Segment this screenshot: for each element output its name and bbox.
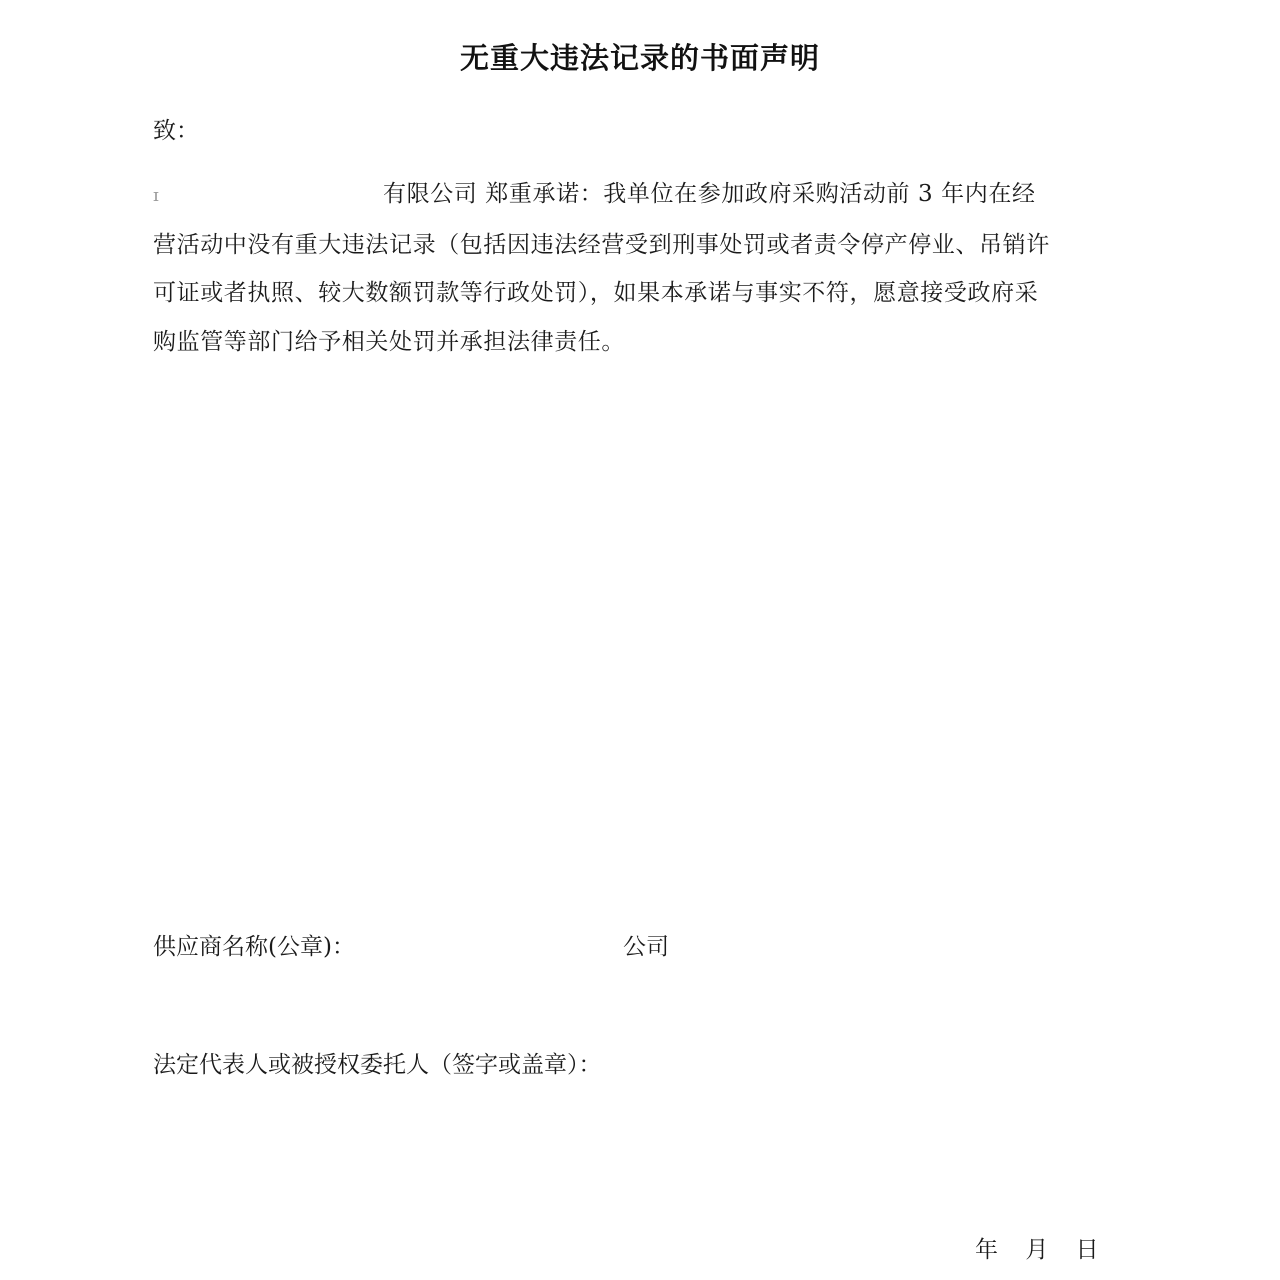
date-month: 月: [1025, 1237, 1049, 1263]
supplier-name-row: [153, 928, 669, 961]
date-day: 日: [1075, 1237, 1099, 1263]
declaration-body: [153, 170, 1113, 366]
body-line-1: ɪ 有限公司 郑重承诺：我单位在参加政府采购活动前 3 年内在经: [153, 170, 1113, 221]
legal-representative-label: 法定代表人或被授权委托人（签字或盖章）：: [153, 1052, 602, 1078]
body-line-4: 购监管等部门给予相关处罚并承担法律责任。: [153, 328, 625, 355]
legal-representative-row: [153, 1046, 602, 1079]
salutation: 致：: [153, 118, 199, 144]
body-line-3: 可证或者执照、较大数额罚款等行政处罚），如果本承诺与事实不符，愿意接受政府采: [153, 280, 1039, 306]
date-year: 年: [975, 1237, 998, 1263]
redacted-company-name: ɪ: [153, 185, 160, 206]
body-line-2: 营活动中没有重大违法记录（包括因违法经营受到刑事处罚或者责令停产停业、吊销许: [153, 231, 1050, 258]
document-title: 无重大违法记录的书面声明: [459, 41, 820, 75]
date-row: [975, 1231, 1113, 1264]
supplier-name-label: 供应商名称(公章)：: [153, 934, 355, 960]
supplier-name-value: 公司: [623, 934, 669, 960]
